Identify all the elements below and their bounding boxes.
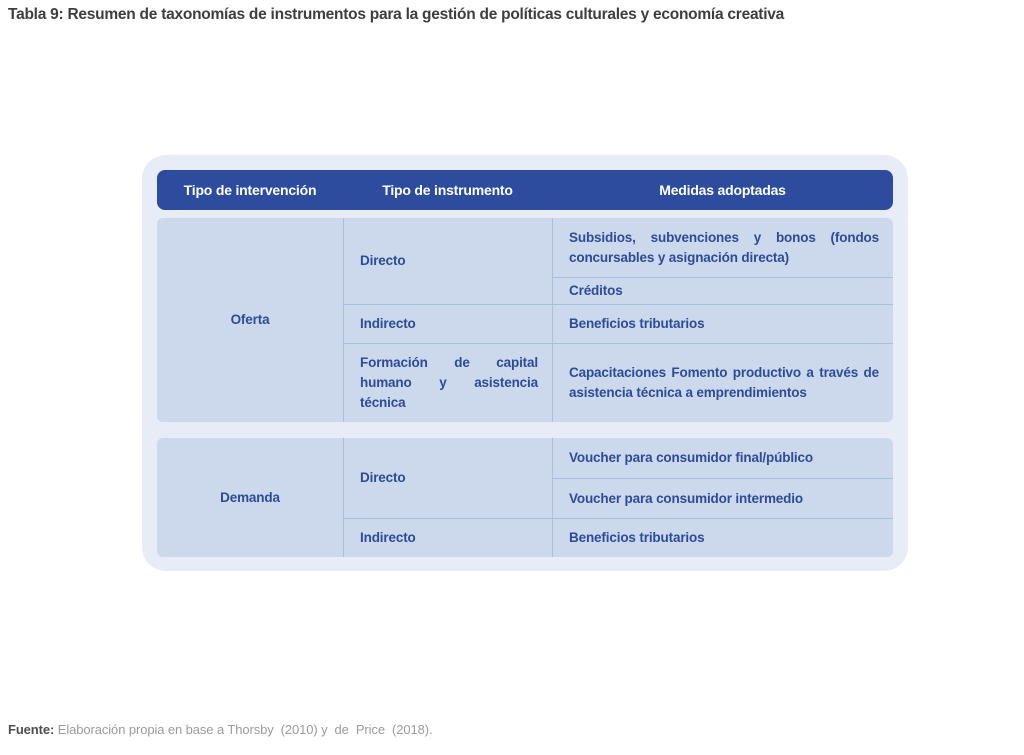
cell-measure-beneficios-tributarios: Beneficios tributarios <box>552 304 893 343</box>
table-group-oferta <box>157 218 893 422</box>
cell-instrument-indirecto: Indirecto <box>343 304 552 343</box>
source-text: Elaboración propia en base a Thorsby (2010) y de Price (2018). <box>54 722 433 737</box>
cell-instrument-directo: Directo <box>343 218 552 304</box>
cell-measure-voucher-intermedio: Voucher para consumidor intermedio <box>552 478 893 518</box>
column-header-tipo-de-instrumento: Tipo de instrumento <box>382 182 513 198</box>
column-header-medidas-adoptadas: Medidas adoptadas <box>659 182 786 198</box>
cell-intervention-demanda: Demanda <box>157 438 343 557</box>
cell-measure-capacitaciones: Capacitaciones Fomento productivo a través de asistencia técnica a emprendimientos <box>552 343 893 422</box>
cell-intervention-oferta: Oferta <box>157 218 343 422</box>
table-group-demanda <box>157 438 893 557</box>
table-header-row <box>157 170 893 210</box>
table-title: Tabla 9: Resumen de taxonomías de instrumentos para la gestión de políticas culturales y economía creativa <box>8 6 785 23</box>
cell-instrument-formacion-capital-humano: Formación de capital humano y asistencia técnica <box>343 343 552 422</box>
cell-measure-creditos: Créditos <box>552 277 893 304</box>
cell-measure-beneficios-tributarios: Beneficios tributarios <box>552 518 893 557</box>
column-header-tipo-de-intervencion: Tipo de intervención <box>183 182 317 198</box>
source-note <box>8 722 432 737</box>
source-label: Fuente: <box>8 722 55 737</box>
cell-instrument-indirecto: Indirecto <box>343 518 552 557</box>
cell-instrument-directo: Directo <box>343 438 552 518</box>
cell-measure-voucher-final-publico: Voucher para consumidor final/público <box>552 438 893 478</box>
cell-measure-subsidios: Subsidios, subvenciones y bonos (fondos concursables y asignación directa) <box>552 218 893 277</box>
table-container <box>142 155 908 571</box>
